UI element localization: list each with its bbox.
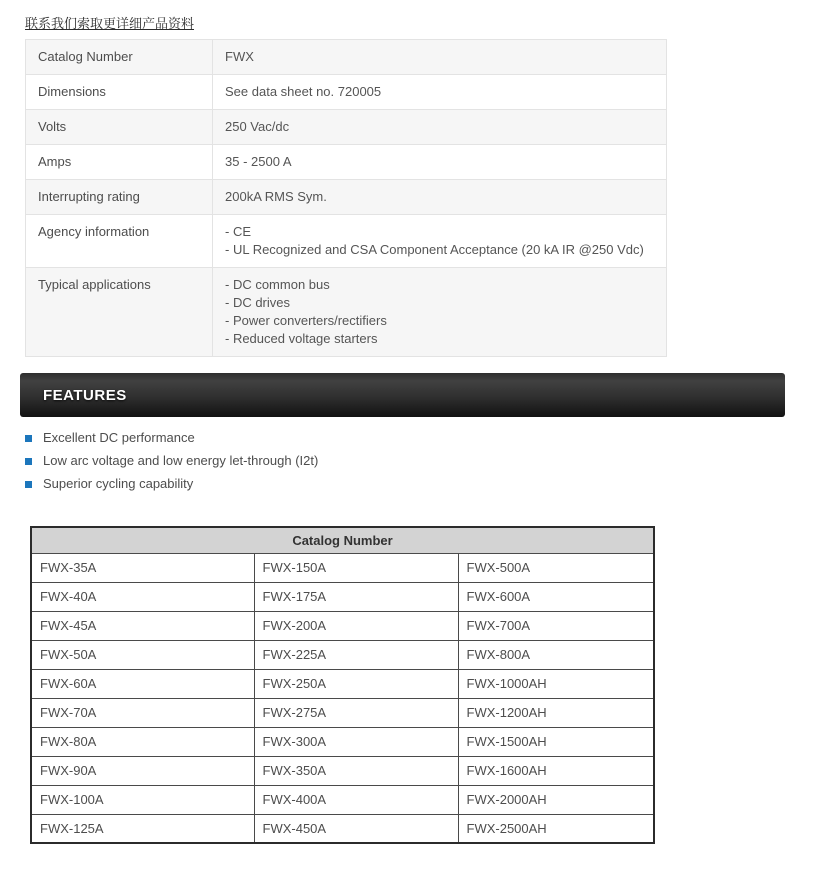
- spec-label: Dimensions: [26, 75, 213, 110]
- catalog-cell: FWX-600A: [458, 582, 654, 611]
- catalog-row: [31, 698, 654, 727]
- spec-row: [26, 110, 667, 145]
- catalog-cell: FWX-60A: [31, 669, 254, 698]
- catalog-cell: FWX-700A: [458, 611, 654, 640]
- spec-table: [25, 39, 667, 357]
- spec-value-line: 200kA RMS Sym.: [225, 189, 327, 204]
- catalog-row: [31, 727, 654, 756]
- spec-row: [26, 75, 667, 110]
- feature-item: [25, 476, 829, 499]
- catalog-cell: FWX-250A: [254, 669, 458, 698]
- catalog-cell: FWX-2500AH: [458, 814, 654, 843]
- catalog-cell: FWX-45A: [31, 611, 254, 640]
- catalog-cell: FWX-350A: [254, 756, 458, 785]
- catalog-table-title: Catalog Number: [31, 527, 654, 553]
- catalog-cell: FWX-225A: [254, 640, 458, 669]
- spec-value-line: - Power converters/rectifiers: [225, 313, 387, 328]
- catalog-cell: FWX-800A: [458, 640, 654, 669]
- spec-value-line: See data sheet no. 720005: [225, 84, 382, 99]
- features-heading: FEATURES: [43, 386, 127, 404]
- catalog-cell: FWX-70A: [31, 698, 254, 727]
- spec-value: [213, 40, 667, 75]
- spec-value-line: - UL Recognized and CSA Component Acceptance (20 kA IR @250 Vdc): [225, 242, 644, 257]
- spec-value: [213, 145, 667, 180]
- catalog-cell: FWX-1600AH: [458, 756, 654, 785]
- spec-row: [26, 268, 667, 357]
- spec-label: Amps: [26, 145, 213, 180]
- spec-label: Interrupting rating: [26, 180, 213, 215]
- bullet-square-icon: [25, 481, 32, 488]
- catalog-table-body: [31, 553, 654, 843]
- catalog-cell: FWX-90A: [31, 756, 254, 785]
- feature-text: Excellent DC performance: [43, 430, 195, 445]
- catalog-cell: FWX-100A: [31, 785, 254, 814]
- spec-table-body: [26, 40, 667, 357]
- spec-value: [213, 75, 667, 110]
- catalog-table: [30, 526, 655, 844]
- spec-label: Volts: [26, 110, 213, 145]
- spec-value: [213, 110, 667, 145]
- catalog-row: [31, 640, 654, 669]
- catalog-cell: FWX-1000AH: [458, 669, 654, 698]
- catalog-cell: FWX-35A: [31, 553, 254, 582]
- catalog-cell: FWX-300A: [254, 727, 458, 756]
- catalog-cell: FWX-40A: [31, 582, 254, 611]
- catalog-cell: FWX-1500AH: [458, 727, 654, 756]
- feature-text: Superior cycling capability: [43, 476, 194, 491]
- spec-row: [26, 180, 667, 215]
- catalog-cell: FWX-150A: [254, 553, 458, 582]
- catalog-cell: FWX-175A: [254, 582, 458, 611]
- spec-label: Catalog Number: [26, 40, 213, 75]
- catalog-cell: FWX-125A: [31, 814, 254, 843]
- catalog-cell: FWX-1200AH: [458, 698, 654, 727]
- spec-value: [213, 180, 667, 215]
- feature-text: Low arc voltage and low energy let-through (I2t): [43, 453, 319, 468]
- spec-value: [213, 215, 667, 268]
- features-list: [25, 430, 829, 499]
- contact-link[interactable]: 联系我们索取更详细产品资料: [25, 16, 195, 31]
- catalog-header-row: [31, 527, 654, 553]
- spec-label: Typical applications: [26, 268, 213, 357]
- catalog-row: [31, 582, 654, 611]
- spec-value-line: - CE: [225, 224, 251, 239]
- catalog-cell: FWX-275A: [254, 698, 458, 727]
- spec-row: [26, 40, 667, 75]
- catalog-row: [31, 553, 654, 582]
- spec-value-line: - DC common bus: [225, 277, 330, 292]
- spec-value-line: 250 Vac/dc: [225, 119, 290, 134]
- catalog-cell: FWX-2000AH: [458, 785, 654, 814]
- spec-value-line: 35 - 2500 A: [225, 154, 292, 169]
- spec-label: Agency information: [26, 215, 213, 268]
- catalog-row: [31, 756, 654, 785]
- spec-row: [26, 215, 667, 268]
- spec-value-line: - DC drives: [225, 295, 291, 310]
- bullet-square-icon: [25, 435, 32, 442]
- catalog-row: [31, 785, 654, 814]
- catalog-cell: FWX-80A: [31, 727, 254, 756]
- spec-value-line: - Reduced voltage starters: [225, 331, 378, 346]
- spec-row: [26, 145, 667, 180]
- catalog-row: [31, 611, 654, 640]
- catalog-cell: FWX-450A: [254, 814, 458, 843]
- feature-item: [25, 453, 829, 476]
- catalog-cell: FWX-500A: [458, 553, 654, 582]
- catalog-cell: FWX-200A: [254, 611, 458, 640]
- spec-value: [213, 268, 667, 357]
- catalog-row: [31, 669, 654, 698]
- features-banner: [20, 373, 785, 417]
- catalog-row: [31, 814, 654, 843]
- feature-item: [25, 430, 829, 453]
- catalog-cell: FWX-50A: [31, 640, 254, 669]
- bullet-square-icon: [25, 458, 32, 465]
- spec-value-line: FWX: [225, 49, 254, 64]
- catalog-cell: FWX-400A: [254, 785, 458, 814]
